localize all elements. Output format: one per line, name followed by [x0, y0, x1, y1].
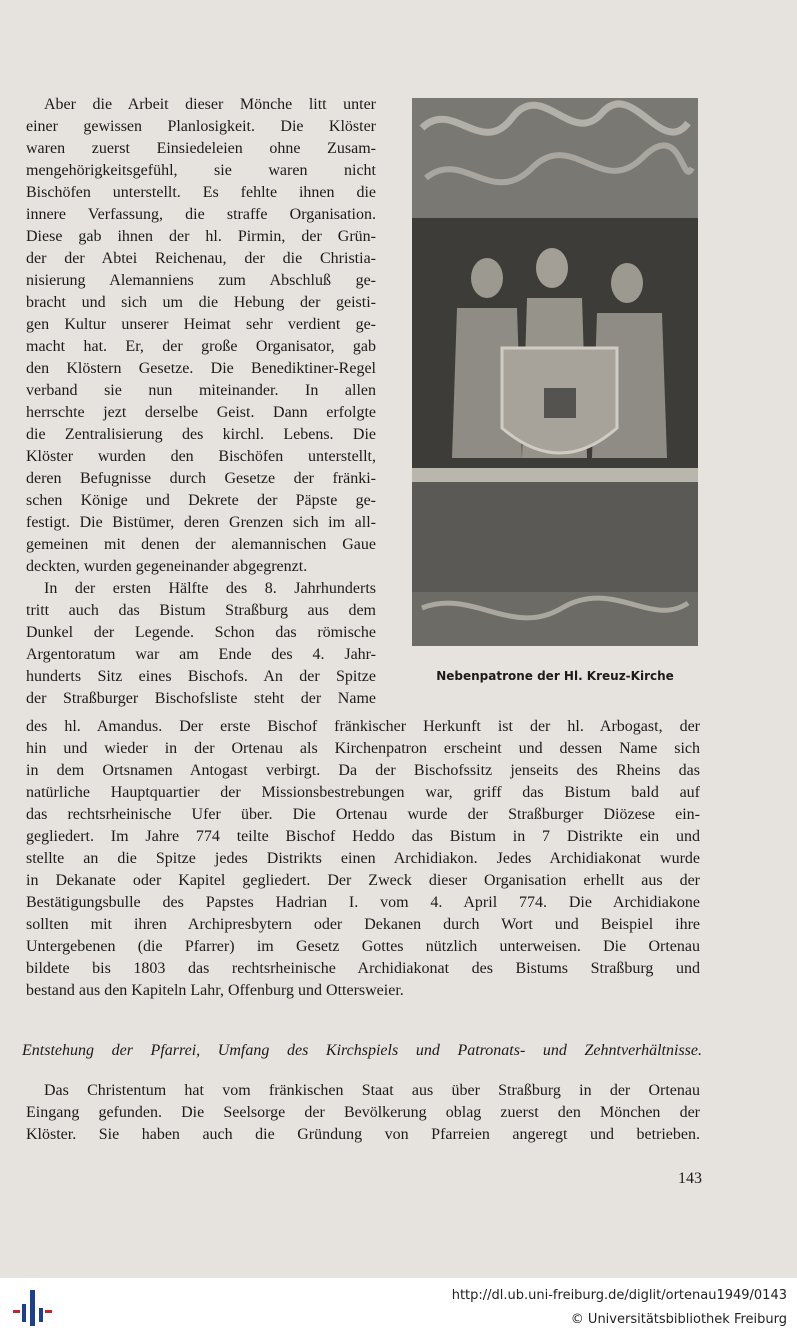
text-line: schen Könige und Dekrete der Päpste ge- — [26, 492, 376, 509]
copyright-notice: © Universitätsbibliothek Freiburg — [570, 1312, 787, 1327]
text-line: einer gewissen Planlosigkeit. Die Klöster — [26, 118, 376, 135]
text-line: verband sie nun miteinander. In allen — [26, 382, 376, 399]
text-line: macht hat. Er, der große Organisator, gab — [26, 338, 376, 355]
text-line: in Dekanate oder Kapitel gegliedert. Der Zweck dieser Organisation erhellt aus der — [26, 872, 700, 889]
text-line: nisierung Alemanniens zum Abschluß ge- — [26, 272, 376, 289]
text-line: der Straßburger Bischofsliste steht der Name — [26, 690, 376, 707]
text-line: der der Abtei Reichenau, der die Christia- — [26, 250, 376, 267]
text-line: tritt auch das Bistum Straßburg aus dem — [26, 602, 376, 619]
text-line: innere Verfassung, die straffe Organisation. — [26, 206, 376, 223]
text-line: deren Befugnisse durch Gesetze der fränki- — [26, 470, 376, 487]
text-line: Argentoratum war am Ende des 4. Jahr- — [26, 646, 376, 663]
page-number: 143 — [678, 1170, 702, 1187]
text-line: Dunkel der Legende. Schon das römische — [26, 624, 376, 641]
text-line: mengehörigkeitsgefühl, sie waren nicht — [26, 162, 376, 179]
text-line: waren zuerst Einsiedeleien ohne Zusam- — [26, 140, 376, 157]
text-line: Diese gab ihnen der hl. Pirmin, der Grün- — [26, 228, 376, 245]
text-line: Bestätigungsbulle des Papstes Hadrian I. vom 4. April 774. Die Archidiakone — [26, 894, 700, 911]
text-line: Das Christentum hat vom fränkischen Staat aus über Straßburg in der Ortenau — [44, 1082, 700, 1099]
text-line: das rechtsrheinische Ufer über. Die Ortenau wurde der Straßburger Diözese ein- — [26, 806, 700, 823]
text-line: gen Kultur unserer Heimat sehr verdient ge- — [26, 316, 376, 333]
photo-caption: Nebenpatrone der Hl. Kreuz-Kirche — [436, 669, 674, 683]
text-line: natürliche Hauptquartier der Missionsbestrebungen war, griff das Bistum bald auf — [26, 784, 700, 801]
footer-bar — [0, 1278, 797, 1336]
photo-nebenpatrone — [412, 98, 698, 646]
text-line: die Zentralisierung des kirchl. Lebens. Die — [26, 426, 376, 443]
text-line: sollten mit ihren Archipresbytern oder Dekanen durch Wort und Beispiel ihre — [26, 916, 700, 933]
text-line: deckten, wurden gegeneinander abgegrenzt. — [26, 558, 308, 575]
text-line: Klöster. Sie haben auch die Gründung von Pfarreien angeregt und betrieben. — [26, 1126, 700, 1143]
text-line: gegliedert. Im Jahre 774 teilte Bischof Heddo das Bistum in 7 Distrikte ein und — [26, 828, 700, 845]
text-line: Bischöfen unterstellt. Es fehlte ihnen die — [26, 184, 376, 201]
text-line: des hl. Amandus. Der erste Bischof fränkischer Herkunft ist der hl. Arbogast, der — [26, 718, 700, 735]
text-line: Aber die Arbeit dieser Mönche litt unter — [44, 96, 376, 113]
text-line: stellte an die Spitze jedes Distrikts einen Archidiakon. Jedes Archidiakonat wurde — [26, 850, 700, 867]
text-line: bracht und sich um die Hebung der geisti- — [26, 294, 376, 311]
text-line: bildete bis 1803 das rechtsrheinische Archidiakonat des Bistums Straßburg und — [26, 960, 700, 977]
text-line: in dem Ortsnamen Antogast verbirgt. Da der Bischofssitz jenseits des Rheins das — [26, 762, 700, 779]
text-line: Klöster wurden den Bischöfen unterstellt, — [26, 448, 376, 465]
text-line: In der ersten Hälfte des 8. Jahrhunderts — [44, 580, 376, 597]
section-heading: Entstehung der Pfarrei, Umfang des Kirchspiels und Patronats- und Zehntverhältnisse. — [22, 1042, 702, 1059]
library-logo-icon — [12, 1288, 52, 1328]
text-line: Eingang gefunden. Die Seelsorge der Bevölkerung oblag zuerst den Mönchen der — [26, 1104, 700, 1121]
text-line: herrschte jezt derselbe Geist. Dann erfolgte — [26, 404, 376, 421]
permalink-link[interactable]: http://dl.ub.uni-freiburg.de/diglit/ortenau1949/0143 — [451, 1288, 787, 1303]
text-line: den Klöstern Gesetze. Die Benediktiner-Regel — [26, 360, 376, 377]
text-line: hunderts Sitz eines Bischofs. An der Spitze — [26, 668, 376, 685]
text-line: hin und wieder in der Ortenau als Kirchenpatron erscheint und dessen Name sich — [26, 740, 700, 757]
text-line: Untergebenen (die Pfarrer) im Gesetz Gottes nützlich unterweisen. Die Ortenau — [26, 938, 700, 955]
text-line: festigt. Die Bistümer, deren Grenzen sich im all- — [26, 514, 376, 531]
text-line: bestand aus den Kapiteln Lahr, Offenburg und Ottersweier. — [26, 982, 404, 999]
text-line: gemeinen mit denen der alemannischen Gaue — [26, 536, 376, 553]
